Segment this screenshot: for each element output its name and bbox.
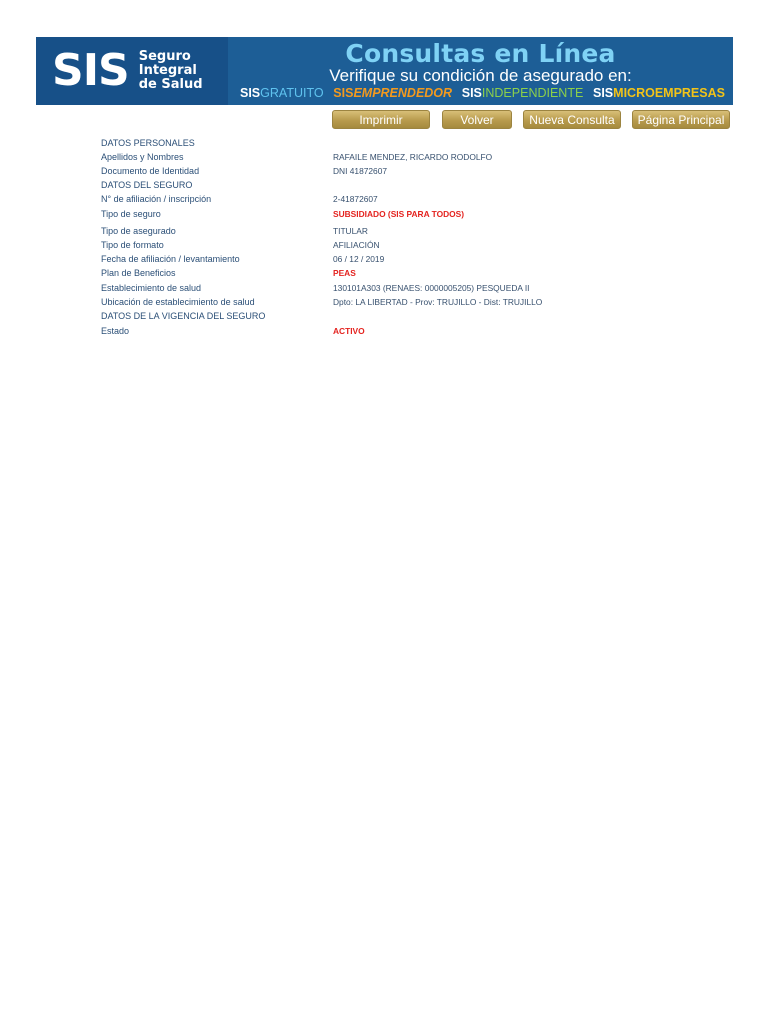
field-value: Dpto: LA LIBERTAD - Prov: TRUJILLO - Dist: TRUJILLO [333, 297, 543, 307]
program-sis-gratuito [240, 85, 324, 101]
field-label: Estado [101, 326, 130, 336]
field-value: 130101A303 (RENAES: 0000005205) PESQUEDA II [333, 283, 530, 293]
program-name: GRATUITO [260, 86, 324, 100]
field-fecha [101, 252, 701, 266]
field-value: AFILIACIÓN [333, 240, 380, 250]
banner-content [228, 37, 733, 105]
logo-line-1: Seguro [138, 49, 191, 64]
section-validity-data [101, 309, 701, 323]
page-subtitle: Verifique su condición de asegurado en: [329, 66, 632, 85]
page-title: Consultas en Línea [345, 39, 616, 68]
field-label: N° de afiliación / inscripción [101, 194, 212, 204]
field-value: DNI 41872607 [333, 166, 388, 176]
status-value: ACTIVO [333, 326, 365, 336]
new-query-button[interactable]: Nueva Consulta [523, 110, 621, 129]
field-label: Plan de Beneficios [101, 268, 176, 278]
field-label: Tipo de formato [101, 240, 164, 250]
program-name: INDEPENDIENTE [481, 86, 584, 100]
toolbar [0, 110, 768, 130]
back-button[interactable]: Volver [442, 110, 512, 129]
field-documento [101, 164, 701, 178]
field-afiliacion [101, 192, 701, 206]
section-heading: DATOS DEL SEGURO [101, 180, 193, 190]
logo-line-2: Integral [138, 63, 197, 78]
program-name: EMPRENDEDOR [353, 86, 453, 100]
field-label: Tipo de asegurado [101, 226, 176, 236]
program-prefix: SIS [240, 86, 261, 100]
field-label: Establecimiento de salud [101, 283, 202, 293]
logo-line-3: de Salud [138, 77, 203, 92]
program-sis-independiente [462, 85, 584, 101]
field-label: Ubicación de establecimiento de salud [101, 297, 255, 307]
program-prefix: SIS [461, 86, 482, 100]
field-value: PEAS [333, 268, 356, 278]
program-sis-emprendedor [333, 85, 452, 101]
field-value: 06 / 12 / 2019 [333, 254, 385, 264]
field-label: Apellidos y Nombres [101, 152, 184, 162]
home-page-button[interactable]: Página Principal [632, 110, 730, 129]
field-plan [101, 266, 701, 280]
field-establecimiento [101, 281, 701, 295]
program-name: MICROEMPRESAS [613, 86, 725, 100]
print-button[interactable]: Imprimir [332, 110, 430, 129]
section-heading: DATOS PERSONALES [101, 138, 195, 148]
field-label: Documento de Identidad [101, 166, 200, 176]
section-heading: DATOS DE LA VIGENCIA DEL SEGURO [101, 311, 266, 321]
header-banner [36, 37, 733, 105]
section-insurance-data [101, 178, 701, 192]
logo-text [139, 50, 203, 92]
field-value: SUBSIDIADO (SIS PARA TODOS) [333, 209, 465, 219]
field-value: TITULAR [333, 226, 368, 236]
program-sis-microempresas [593, 85, 725, 101]
field-value: RAFAILE MENDEZ, RICARDO RODOLFO [333, 152, 493, 162]
field-label: Tipo de seguro [101, 209, 161, 219]
field-tipo-asegurado [101, 224, 701, 238]
field-estado [101, 324, 701, 338]
field-tipo-formato [101, 238, 701, 252]
program-prefix: SIS [593, 86, 614, 100]
logo-mark: SIS [52, 45, 129, 96]
field-label: Fecha de afiliación / levantamiento [101, 254, 240, 264]
field-ubicacion [101, 295, 701, 309]
section-personal-data [101, 136, 701, 150]
program-list [240, 85, 725, 101]
sis-logo [36, 37, 228, 105]
field-tipo-seguro [101, 207, 701, 221]
program-prefix: SIS [333, 86, 354, 100]
field-value: 2-41872607 [333, 194, 378, 204]
field-nombres [101, 150, 701, 164]
